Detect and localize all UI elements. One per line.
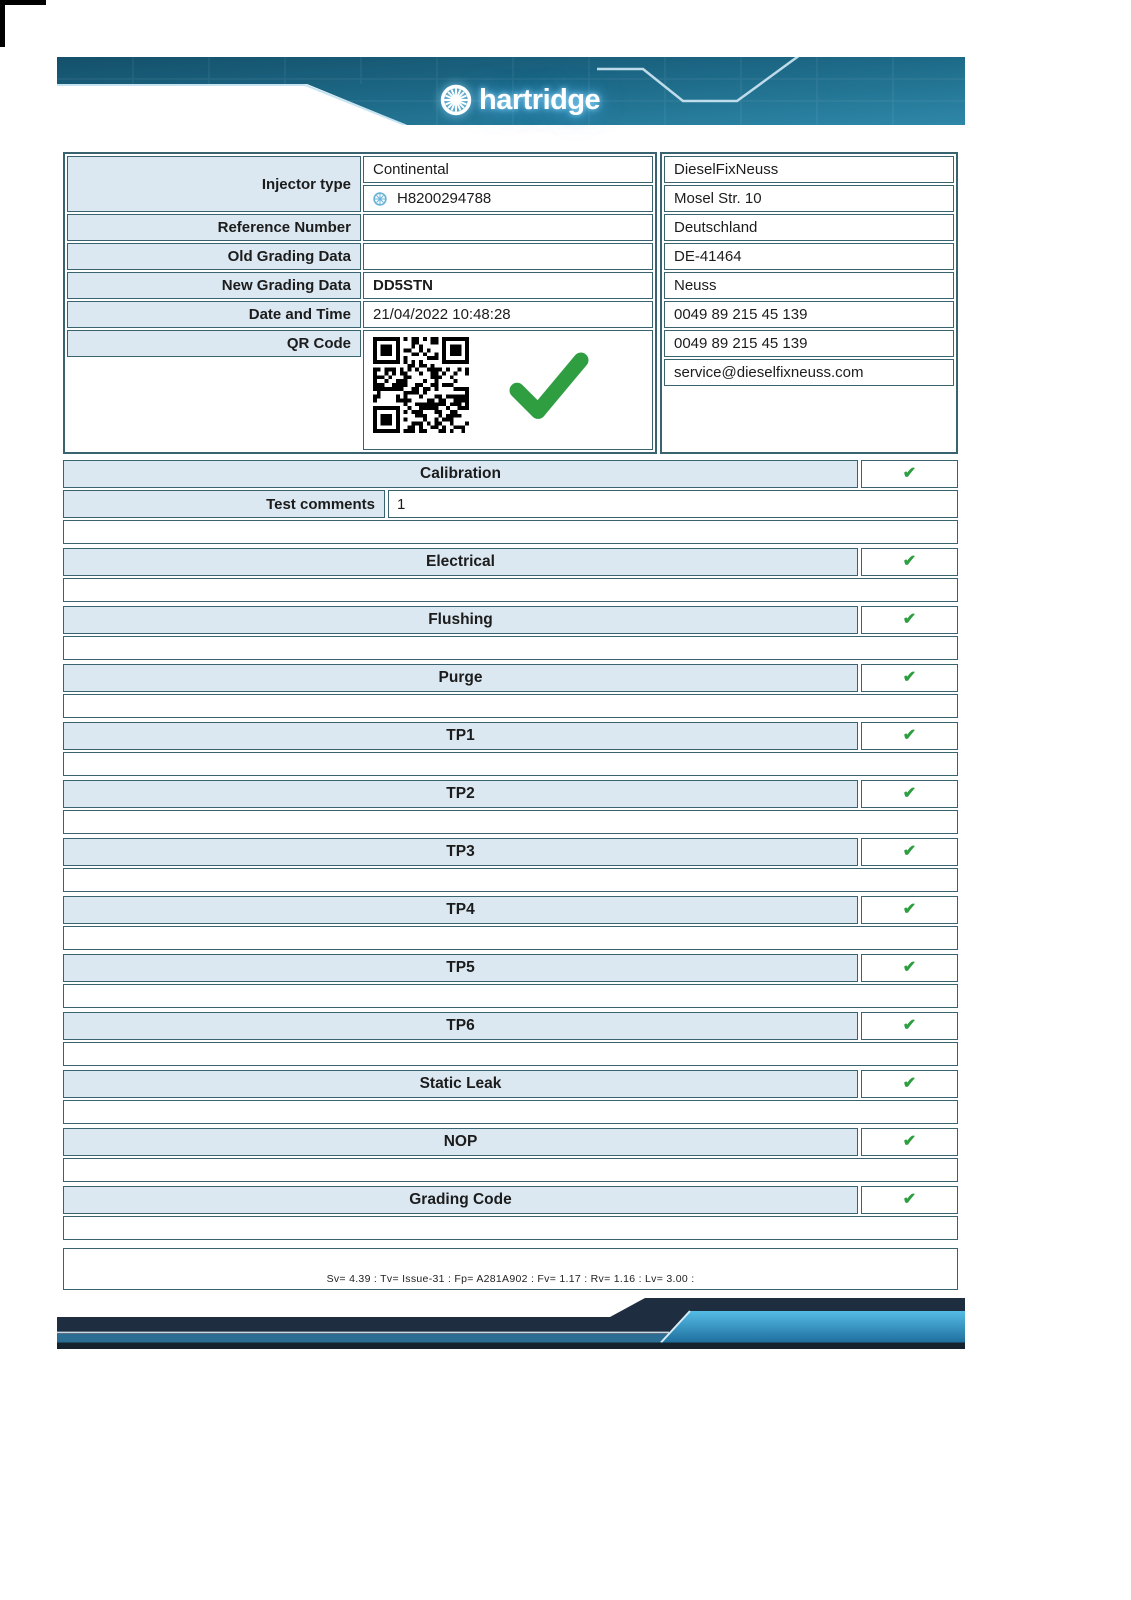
check-icon: ✔ bbox=[902, 901, 917, 918]
new-grading-value: DD5STN bbox=[363, 272, 653, 299]
test-comments-value: 1 bbox=[388, 490, 958, 518]
company-line: DieselFixNeuss bbox=[664, 156, 954, 183]
section-empty-row bbox=[63, 1216, 958, 1240]
section-status-cell bbox=[861, 954, 958, 982]
reference-number-value bbox=[363, 214, 653, 241]
info-area bbox=[63, 152, 958, 454]
company-line: Mosel Str. 10 bbox=[664, 185, 954, 212]
section-status-cell bbox=[861, 780, 958, 808]
section-status-cell bbox=[861, 1128, 958, 1156]
test-section bbox=[63, 722, 958, 776]
injector-part-value bbox=[363, 185, 653, 212]
section-title: TP6 bbox=[63, 1012, 858, 1040]
section-status-cell bbox=[861, 1012, 958, 1040]
section-title: Grading Code bbox=[63, 1186, 858, 1214]
logo-text: hartridge bbox=[479, 83, 601, 116]
section-title: Calibration bbox=[63, 460, 858, 488]
test-sections bbox=[63, 460, 958, 1240]
test-section bbox=[63, 460, 958, 544]
date-time-value: 21/04/2022 10:48:28 bbox=[363, 301, 653, 328]
company-line: service@dieselfixneuss.com bbox=[664, 359, 954, 386]
company-panel bbox=[660, 152, 958, 454]
section-empty-row bbox=[63, 810, 958, 834]
hartridge-logo bbox=[440, 80, 600, 120]
qr-code-cell bbox=[363, 330, 653, 450]
section-empty-row bbox=[63, 984, 958, 1008]
qr-code-image bbox=[373, 337, 469, 433]
section-title: TP2 bbox=[63, 780, 858, 808]
green-check-icon bbox=[507, 345, 591, 429]
test-comments-label: Test comments bbox=[63, 490, 385, 518]
section-empty-row bbox=[63, 1158, 958, 1182]
company-line: 0049 89 215 45 139 bbox=[664, 301, 954, 328]
check-icon: ✔ bbox=[902, 1017, 917, 1034]
test-section bbox=[63, 1070, 958, 1124]
section-status-cell bbox=[861, 1186, 958, 1214]
section-title: TP5 bbox=[63, 954, 858, 982]
injector-part-number: H8200294788 bbox=[397, 190, 492, 207]
section-status-cell bbox=[861, 1070, 958, 1098]
reference-number-label: Reference Number bbox=[67, 214, 361, 241]
company-empty-row bbox=[664, 386, 954, 444]
section-status-cell bbox=[861, 896, 958, 924]
check-icon: ✔ bbox=[902, 669, 917, 686]
section-empty-row bbox=[63, 868, 958, 892]
old-grading-label: Old Grading Data bbox=[67, 243, 361, 270]
section-empty-row bbox=[63, 1042, 958, 1066]
company-line: Deutschland bbox=[664, 214, 954, 241]
test-section bbox=[63, 1128, 958, 1182]
test-section bbox=[63, 664, 958, 718]
section-title: Static Leak bbox=[63, 1070, 858, 1098]
test-section bbox=[63, 1186, 958, 1240]
test-section bbox=[63, 548, 958, 602]
section-empty-row bbox=[63, 752, 958, 776]
section-status-cell bbox=[861, 838, 958, 866]
company-line: DE-41464 bbox=[664, 243, 954, 270]
section-title: TP3 bbox=[63, 838, 858, 866]
check-icon: ✔ bbox=[902, 553, 917, 570]
check-icon: ✔ bbox=[902, 465, 917, 482]
section-title: Electrical bbox=[63, 548, 858, 576]
check-icon: ✔ bbox=[902, 1075, 917, 1092]
injector-info-table bbox=[63, 152, 657, 454]
test-section bbox=[63, 896, 958, 950]
test-section bbox=[63, 954, 958, 1008]
section-empty-row bbox=[63, 1100, 958, 1124]
scan-artifact-horizontal bbox=[0, 0, 46, 5]
injector-type-label: Injector type bbox=[67, 156, 361, 212]
section-title: TP1 bbox=[63, 722, 858, 750]
check-icon: ✔ bbox=[902, 1133, 917, 1150]
check-icon: ✔ bbox=[902, 959, 917, 976]
section-status-cell bbox=[861, 548, 958, 576]
section-title: Flushing bbox=[63, 606, 858, 634]
injector-brand-wheel-icon bbox=[373, 192, 387, 206]
footer-status-box bbox=[63, 1248, 958, 1290]
section-status-cell bbox=[861, 664, 958, 692]
old-grading-value bbox=[363, 243, 653, 270]
section-title: Purge bbox=[63, 664, 858, 692]
company-line: Neuss bbox=[664, 272, 954, 299]
check-icon: ✔ bbox=[902, 843, 917, 860]
report-content bbox=[63, 152, 958, 1290]
company-line: 0049 89 215 45 139 bbox=[664, 330, 954, 357]
section-empty-row bbox=[63, 694, 958, 718]
test-section bbox=[63, 838, 958, 892]
section-title: NOP bbox=[63, 1128, 858, 1156]
section-empty-row bbox=[63, 520, 958, 544]
test-section bbox=[63, 606, 958, 660]
scan-artifact-vertical bbox=[0, 0, 5, 47]
section-status-cell bbox=[861, 460, 958, 488]
qr-code-label: QR Code bbox=[67, 330, 361, 357]
section-title: TP4 bbox=[63, 896, 858, 924]
check-icon: ✔ bbox=[902, 611, 917, 628]
date-time-label: Date and Time bbox=[67, 301, 361, 328]
bottom-banner bbox=[57, 1296, 965, 1350]
new-grading-label: New Grading Data bbox=[67, 272, 361, 299]
section-empty-row bbox=[63, 578, 958, 602]
section-empty-row bbox=[63, 926, 958, 950]
check-icon: ✔ bbox=[902, 727, 917, 744]
test-section bbox=[63, 1012, 958, 1066]
section-empty-row bbox=[63, 636, 958, 660]
footer-status-line: Sv= 4.39 : Tv= Issue-31 : Fp= A281A902 : Fv= 1.17 : Rv= 1.16 : Lv= 3.00 : bbox=[326, 1273, 695, 1285]
section-status-cell bbox=[861, 606, 958, 634]
wheel-icon bbox=[440, 84, 472, 116]
check-icon: ✔ bbox=[902, 1191, 917, 1208]
section-status-cell bbox=[861, 722, 958, 750]
check-icon: ✔ bbox=[902, 785, 917, 802]
test-section bbox=[63, 780, 958, 834]
injector-make-value: Continental bbox=[363, 156, 653, 183]
